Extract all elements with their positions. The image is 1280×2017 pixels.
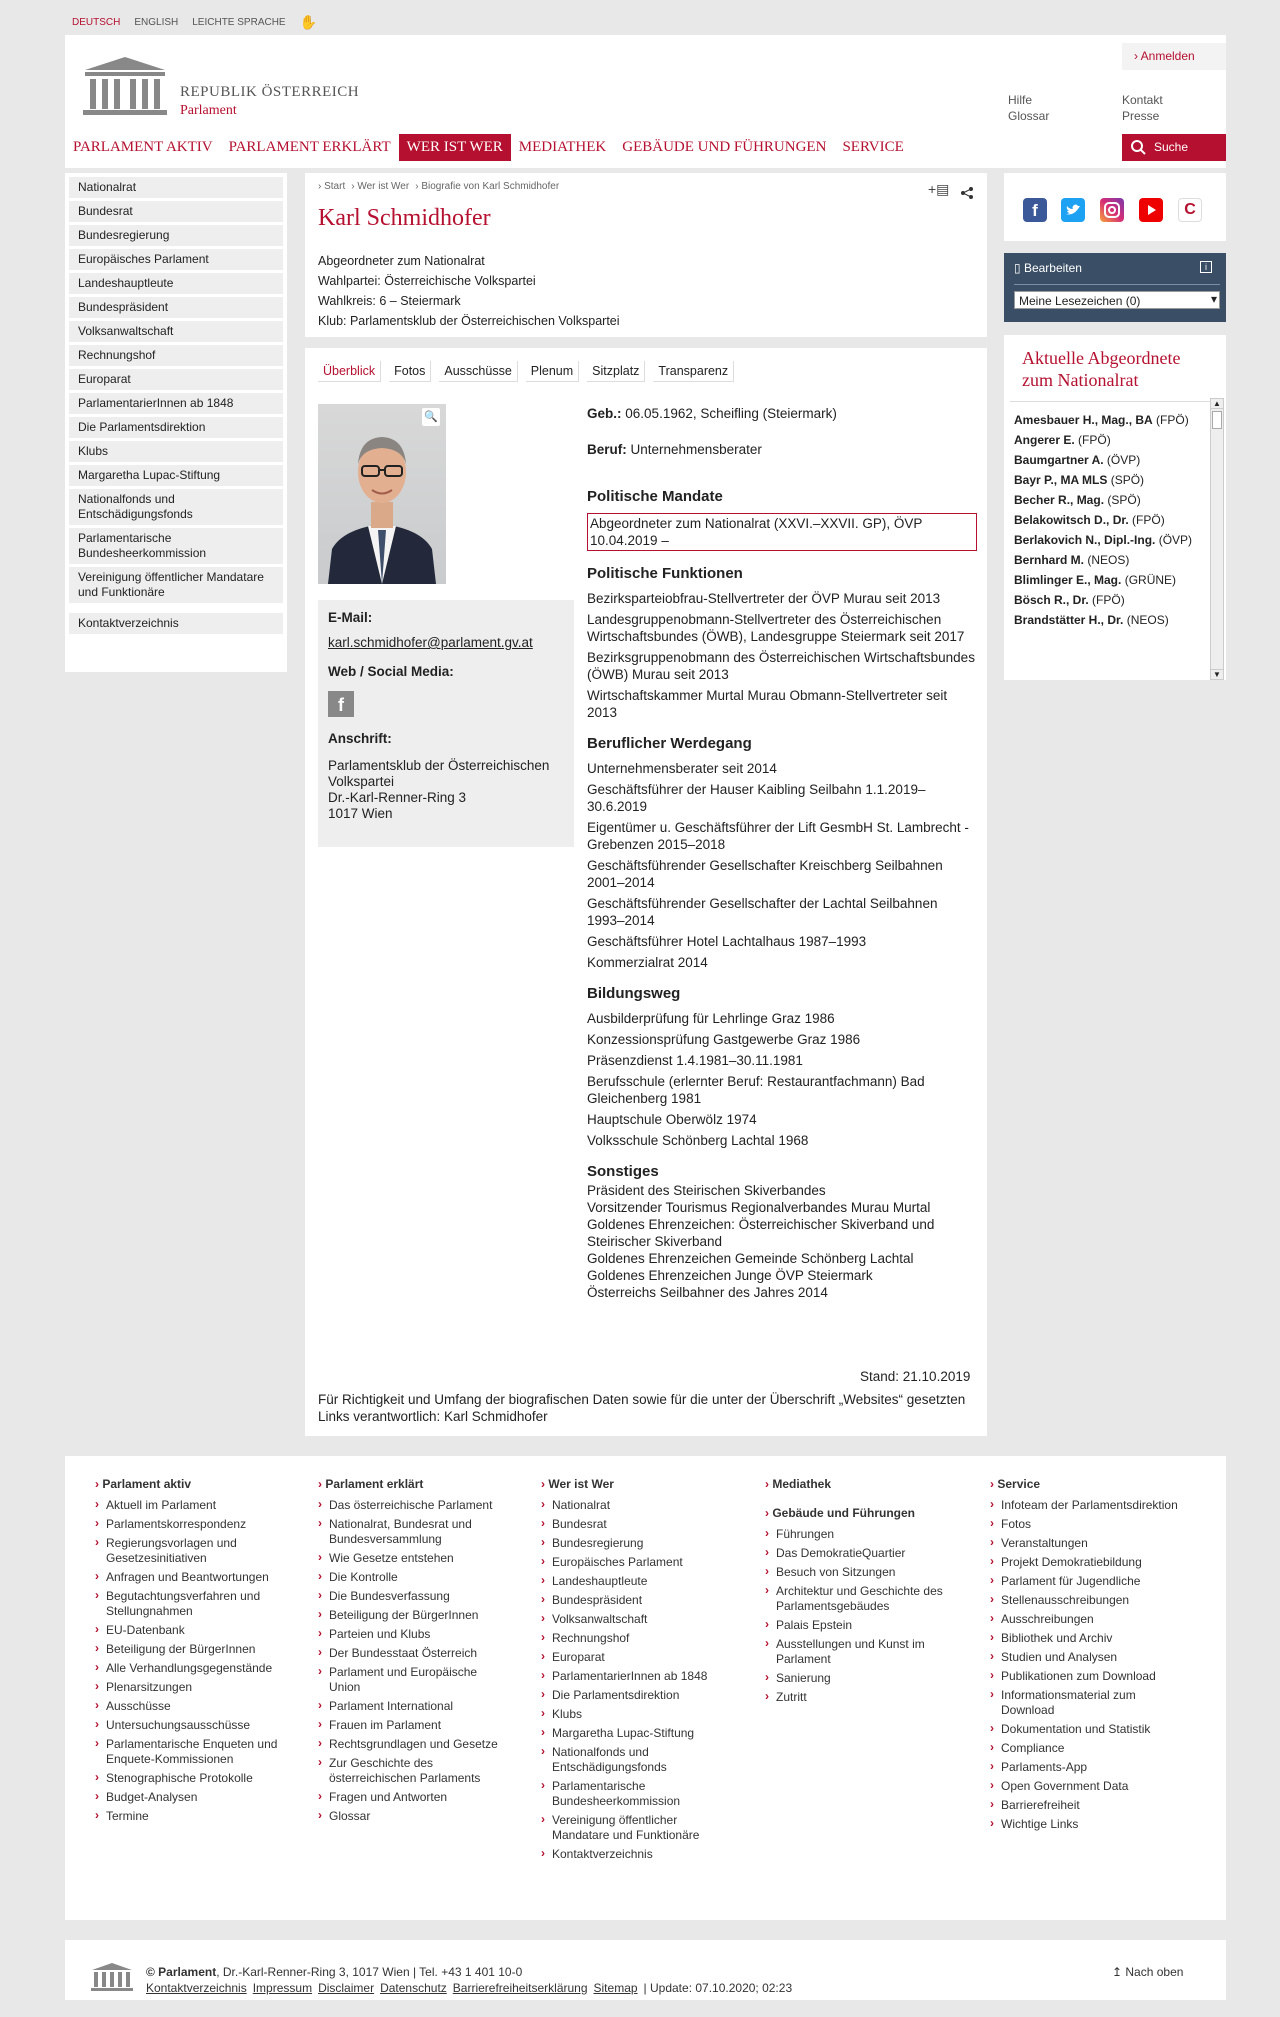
list-item: Volksschule Schönberg Lachtal 1968 <box>587 1133 809 1148</box>
presse-link[interactable]: Presse <box>1122 109 1160 123</box>
logo-subtitle: Parlament <box>180 103 237 118</box>
mp-list-scrollbar[interactable] <box>1210 398 1224 680</box>
stand-date: Stand: 21.10.2019 <box>860 1369 971 1384</box>
parlament-app-icon[interactable]: C <box>1178 198 1202 222</box>
parliament-logo-icon[interactable] <box>80 55 170 117</box>
sidebar-item-kontaktverzeichnis[interactable]: Kontaktverzeichnis <box>69 613 283 634</box>
birth-value: 06.05.1962, Scheifling (Steiermark) <box>625 406 837 421</box>
footer-link[interactable]: › Stellenausschreibungen <box>990 1593 1190 1608</box>
bookmarks-select-value: Meine Lesezeichen (0) <box>1019 294 1141 308</box>
mp-party: (SPÖ) <box>1107 493 1141 507</box>
list-item: Goldenes Ehrenzeichen Gemeinde Schönberg Lachtal <box>587 1251 914 1266</box>
sidebar-item-nationalfonds[interactable]: Nationalfonds und Entschädigungsfonds <box>69 489 283 525</box>
lang-english-link[interactable]: ENGLISH <box>134 17 179 28</box>
footer-link[interactable]: › Die Kontrolle <box>318 1570 498 1585</box>
utility-links-left <box>1008 92 1049 124</box>
nav-parlament-aktiv[interactable]: PARLAMENT AKTIV <box>73 139 213 155</box>
nav-service[interactable]: SERVICE <box>842 139 904 155</box>
footer-link[interactable]: › Dokumentation und Statistik <box>990 1722 1190 1737</box>
update-text: | Update: 07.10.2020; 02:23 <box>643 1981 793 1995</box>
list-item: Geschäftsführender Gesellschafter Kreischberg Seilbahnen 2001–2014 <box>587 858 943 890</box>
list-item[interactable] <box>1014 493 1206 507</box>
person-wahlkreis: Wahlkreis: 6 – Steiermark <box>318 294 461 308</box>
list-item: Geschäftsführer Hotel Lachtalhaus 1987–1993 <box>587 934 867 949</box>
birth-row <box>587 405 977 422</box>
list-item[interactable] <box>1014 413 1206 427</box>
bookmarks-panel <box>1004 253 1226 322</box>
utility-links-right <box>1122 92 1163 124</box>
footer-link[interactable]: › Die Parlamentsdirektion <box>541 1688 721 1703</box>
footer-link[interactable]: › Das österreichische Parlament <box>318 1498 498 1513</box>
footer-link[interactable]: › Informationsmaterial zum Download <box>990 1688 1190 1718</box>
youtube-icon[interactable] <box>1139 198 1163 222</box>
mp-name: Berlakovich N., Dipl.-Ing. <box>1014 533 1156 547</box>
tab-plenum[interactable]: Plenum <box>526 361 579 382</box>
person-summary <box>318 251 620 331</box>
footer-link[interactable]: › Nationalrat, Bundesrat und Bundesversammlung <box>318 1517 498 1547</box>
list-item: Geschäftsführender Gesellschafter der Lachtal Seilbahnen 1993–2014 <box>587 896 938 928</box>
footer-link[interactable]: › Der Bundesstaat Österreich <box>318 1646 498 1661</box>
barrierefreiheit-link[interactable]: Barrierefreiheitserklärung <box>452 1981 588 1995</box>
mp-name: Bernhard M. <box>1014 553 1085 567</box>
mp-name: Bösch R., Dr. <box>1014 593 1089 607</box>
mp-party: (FPÖ) <box>1092 593 1125 607</box>
footer-link[interactable]: › Bibliothek und Archiv <box>990 1631 1190 1646</box>
footer-link[interactable]: › Zutritt <box>765 1690 945 1705</box>
list-item[interactable] <box>1014 533 1206 547</box>
footer-heading[interactable]: › Gebäude und Führungen <box>765 1506 945 1521</box>
tab-sitzplatz[interactable]: Sitzplatz <box>587 361 645 382</box>
portrait-illustration <box>318 404 446 584</box>
sidebar-item-europaeisches-parlament[interactable]: Europäisches Parlament <box>69 249 283 270</box>
mp-party: (NEOS) <box>1126 613 1169 627</box>
footer-link[interactable]: › Rechnungshof <box>541 1631 721 1646</box>
section-beruflicher-werdegang: Beruflicher Werdegang <box>587 735 752 752</box>
list-item: Bezirksparteiobfrau-Stellvertreter der ÖVP Murau seit 2013 <box>587 591 941 606</box>
mp-party: (SPÖ) <box>1110 473 1145 487</box>
footer-link[interactable]: › Ausschüsse <box>95 1699 285 1714</box>
footer-link[interactable]: › Fragen und Antworten <box>318 1790 498 1805</box>
breadcrumb <box>318 181 559 192</box>
chevron-down-icon: ▾ <box>1210 292 1217 306</box>
footer-link[interactable]: › Frauen im Parlament <box>318 1718 498 1733</box>
sitemap-link[interactable]: Sitemap <box>593 1981 638 1995</box>
bottom-links <box>146 1981 792 1995</box>
footer-link[interactable]: › Ausschreibungen <box>990 1612 1190 1627</box>
mp-party: (NEOS) <box>1087 553 1130 567</box>
footer-link[interactable]: › Klubs <box>541 1707 721 1722</box>
address-label: Anschrift: <box>328 731 392 746</box>
info-icon[interactable]: i <box>1200 261 1212 273</box>
person-role: Abgeordneter zum Nationalrat <box>318 254 485 268</box>
sidebar-item-klubs[interactable]: Klubs <box>69 441 283 462</box>
facebook-icon[interactable]: f <box>328 691 354 717</box>
list-item: Kommerzialrat 2014 <box>587 955 708 970</box>
contact-box <box>318 600 574 847</box>
list-item[interactable] <box>1014 553 1206 567</box>
birth-label: Geb.: <box>587 406 622 421</box>
footer-link[interactable]: › Ausstellungen und Kunst im Parlament <box>765 1637 945 1667</box>
footer-link[interactable]: › Studien und Analysen <box>990 1650 1190 1665</box>
email-link[interactable]: karl.schmidhofer@parlament.gv.at <box>328 635 533 650</box>
mp-name: Becher R., Mag. <box>1014 493 1105 507</box>
footer-link[interactable]: › Open Government Data <box>990 1779 1190 1794</box>
footer-link[interactable]: › Parlament und Europäische Union <box>318 1665 498 1695</box>
footer-link[interactable]: › Compliance <box>990 1741 1190 1756</box>
list-item: Berufsschule (erlernter Beruf: Restaurantfachmann) Bad Gleichenberg 1981 <box>587 1074 925 1106</box>
mp-party: (FPÖ) <box>1156 413 1189 427</box>
list-item: Ausbilderprüfung für Lehrlinge Graz 1986 <box>587 1011 835 1026</box>
parliament-small-logo-icon[interactable] <box>90 1962 134 1992</box>
list-item: Goldenes Ehrenzeichen Junge ÖVP Steiermark <box>587 1268 873 1283</box>
section-politische-funktionen: Politische Funktionen <box>587 565 743 582</box>
breadcrumb-current: › Biografie von Karl Schmidhofer <box>415 181 560 192</box>
breadcrumb-wer-ist-wer[interactable]: › Wer ist Wer <box>351 181 410 192</box>
footer-link[interactable]: › Europäisches Parlament <box>541 1555 721 1570</box>
footer-link[interactable]: › Infoteam der Parlamentsdirektion <box>990 1498 1190 1513</box>
footer-link[interactable]: › EU-Datenbank <box>95 1623 285 1638</box>
footer-link[interactable]: › Nationalrat <box>541 1498 721 1513</box>
sidebar-item-bundesregierung[interactable]: Bundesregierung <box>69 225 283 246</box>
divider <box>1010 401 1210 402</box>
section-politische-mandate: Politische Mandate <box>587 488 723 505</box>
search-button[interactable] <box>1122 134 1226 161</box>
list-item: Österreichs Seilbahner des Jahres 2014 <box>587 1285 828 1300</box>
sidebar-item-rechnungshof[interactable]: Rechnungshof <box>69 345 283 366</box>
list-item[interactable] <box>1014 613 1206 627</box>
kontaktverzeichnis-link[interactable]: Kontaktverzeichnis <box>146 1981 247 1995</box>
footer-link[interactable]: › Architektur und Geschichte des Parlamentsgebäudes <box>765 1584 945 1614</box>
profession-value: Unternehmensberater <box>630 442 762 457</box>
address-line: Parlamentsklub der Österreichischen Volkspartei <box>328 758 550 789</box>
copyright-bold: © Parlament <box>146 1965 217 1979</box>
nav-mediathek[interactable]: MEDIATHEK <box>518 139 607 155</box>
footer-col-mediathek <box>765 1477 945 1709</box>
list-item[interactable] <box>1014 573 1206 587</box>
person-klub: Klub: Parlamentsklub der Österreichischen Volkspartei <box>318 314 620 328</box>
footer-link[interactable]: › Parlament für Jugendliche <box>990 1574 1190 1589</box>
footer-link[interactable]: › Parlament International <box>318 1699 498 1714</box>
address-block <box>328 758 564 822</box>
kontakt-link[interactable]: Kontakt <box>1122 93 1163 107</box>
sidebar-item-bundesrat[interactable]: Bundesrat <box>69 201 283 222</box>
sidebar-item-vereinigung[interactable]: Vereinigung öffentlicher Mandatare und Funktionäre <box>69 567 283 603</box>
sidebar-item-lupac-stiftung[interactable]: Margaretha Lupac-Stiftung <box>69 465 283 486</box>
web-label: Web / Social Media: <box>328 664 454 679</box>
list-item: Eigentümer u. Geschäftsführer der Lift GesmbH St. Lambrecht - Grebenzen 2015–2018 <box>587 820 969 852</box>
mp-name: Angerer E. <box>1014 433 1075 447</box>
bookmark-add-icon[interactable]: +▤ <box>928 181 950 197</box>
footer-link[interactable]: › Bundespräsident <box>541 1593 721 1608</box>
list-item: Konzessionsprüfung Gastgewerbe Graz 1986 <box>587 1032 861 1047</box>
sidebar-item-europarat[interactable]: Europarat <box>69 369 283 390</box>
footer-link[interactable]: › Bundesrat <box>541 1517 721 1532</box>
scroll-down-icon[interactable]: ▼ <box>1211 669 1223 679</box>
sidebar-item-parlamentsdirektion[interactable]: Die Parlamentsdirektion <box>69 417 283 438</box>
list-item[interactable] <box>1014 513 1206 527</box>
email-label: E-Mail: <box>328 610 373 625</box>
footer-link[interactable]: › Stenographische Protokolle <box>95 1771 285 1786</box>
list-item: Geschäftsführer der Hauser Kaibling Seilbahn 1.1.2019–30.6.2019 <box>587 782 926 814</box>
footer-link[interactable]: › Sanierung <box>765 1671 945 1686</box>
profile-tabs <box>318 361 742 382</box>
login-button[interactable] <box>1122 43 1226 70</box>
footer-link[interactable]: › Budget-Analysen <box>95 1790 285 1805</box>
footer-link[interactable]: › Parteien und Klubs <box>318 1627 498 1642</box>
footer-link[interactable]: › Besuch von Sitzungen <box>765 1565 945 1580</box>
left-sidebar <box>65 173 287 672</box>
facebook-icon[interactable]: f <box>1023 198 1047 222</box>
footer-link[interactable]: › Parlamentarische Enqueten und Enquete-Kommissionen <box>95 1737 285 1767</box>
twitter-icon[interactable] <box>1061 198 1085 222</box>
footer-link[interactable]: › Fotos <box>990 1517 1190 1532</box>
footer-link[interactable]: › Nationalfonds und Entschädigungsfonds <box>541 1745 721 1775</box>
mp-name: Brandstätter H., Dr. <box>1014 613 1124 627</box>
mp-name: Amesbauer H., Mag., BA <box>1014 413 1153 427</box>
footer-heading[interactable]: › Parlament aktiv <box>95 1477 285 1492</box>
arrow-up-icon: ↥ <box>1112 1965 1126 1979</box>
footer-heading[interactable]: › Mediathek <box>765 1477 945 1492</box>
footer-heading[interactable]: › Wer ist Wer <box>541 1477 721 1492</box>
footer-col-parlament-aktiv <box>95 1477 285 1828</box>
current-mps-title: Aktuelle Abgeordnete zum Nationalrat <box>1022 348 1181 390</box>
disclaimer-link[interactable]: Disclaimer <box>318 1981 375 1995</box>
logo-title: REPUBLIK ÖSTERREICH <box>180 84 360 100</box>
list-item[interactable] <box>1014 433 1206 447</box>
footer-link[interactable]: › Glossar <box>318 1809 498 1824</box>
edit-header[interactable] <box>1004 253 1226 275</box>
mp-party: (GRÜNE) <box>1124 573 1177 587</box>
mp-name: Blimlinger E., Mag. <box>1014 573 1122 587</box>
footer-link[interactable]: › Parlamentskorrespondenz <box>95 1517 285 1532</box>
footer-link[interactable]: › Landeshauptleute <box>541 1574 721 1589</box>
main-nav <box>65 134 1226 161</box>
list-item: Vorsitzender Tourismus Regionalverbandes Murau Murtal <box>587 1200 931 1215</box>
list-item: Hauptschule Oberwölz 1974 <box>587 1112 757 1127</box>
mp-party: (ÖVP) <box>1158 533 1193 547</box>
mp-party: (FPÖ) <box>1132 513 1165 527</box>
footer-col-wer-ist-wer <box>541 1477 721 1866</box>
footer-link[interactable]: › Termine <box>95 1809 285 1824</box>
scroll-up-icon[interactable]: ▲ <box>1211 399 1223 409</box>
search-icon <box>1130 139 1146 155</box>
copyright-address: , Dr.-Karl-Renner-Ring 3, 1017 Wien | Tel. +43 1 401 10-0 <box>216 1965 523 1979</box>
glossar-link[interactable]: Glossar <box>1008 109 1050 123</box>
address-line: 1017 Wien <box>328 806 393 821</box>
sidebar-item-landeshauptleute[interactable]: Landeshauptleute <box>69 273 283 294</box>
copyright-text <box>146 1965 522 1979</box>
list-item[interactable] <box>1014 473 1206 487</box>
footer-link[interactable]: › Das DemokratieQuartier <box>765 1546 945 1561</box>
footer-link[interactable]: › Untersuchungsausschüsse <box>95 1718 285 1733</box>
tab-transparenz[interactable]: Transparenz <box>653 361 734 382</box>
footer-link[interactable]: › Beteiligung der BürgerInnen <box>318 1608 498 1623</box>
list-item[interactable] <box>1014 593 1206 607</box>
footer-link[interactable]: › ParlamentarierInnen ab 1848 <box>541 1669 721 1684</box>
footer-link[interactable]: › Plenarsitzungen <box>95 1680 285 1695</box>
breadcrumb-start[interactable]: › Start <box>318 181 346 192</box>
chevron-right-icon: › <box>1134 49 1141 63</box>
breadcrumb-current-label: Biografie von Karl Schmidhofer <box>421 181 560 192</box>
mp-name: Baumgartner A. <box>1014 453 1104 467</box>
tab-ausschuesse[interactable]: Ausschüsse <box>439 361 517 382</box>
footer-link[interactable]: › Publikationen zum Download <box>990 1669 1190 1684</box>
mp-name: Belakowitsch D., Dr. <box>1014 513 1129 527</box>
disclaimer-text: Für Richtigkeit und Umfang der biografischen Daten sowie für die unter der Überschrift „Websites“ gesetzten Links verantwortlich: Karl Schmidhofer <box>318 1392 966 1424</box>
edit-label: Bearbeiten <box>1023 261 1082 275</box>
instagram-icon[interactable] <box>1100 198 1124 222</box>
footer-link[interactable]: › Anfragen und Beantwortungen <box>95 1570 285 1585</box>
zoom-icon[interactable]: 🔍 <box>422 408 440 426</box>
list-item: Präsenzdienst 1.4.1981–30.11.1981 <box>587 1053 803 1068</box>
mp-party: (ÖVP) <box>1106 453 1141 467</box>
sidebar-item-bundesheerkommission[interactable]: Parlamentarische Bundesheerkommission <box>69 528 283 564</box>
impressum-link[interactable]: Impressum <box>252 1981 313 1995</box>
footer-col-service <box>990 1477 1190 1836</box>
footer-col-parlament-erklaert <box>318 1477 498 1828</box>
footer-link[interactable]: › Parlaments-App <box>990 1760 1190 1775</box>
footer-link[interactable]: › Kontaktverzeichnis <box>541 1847 721 1862</box>
footer-link[interactable]: › Projekt Demokratiebildung <box>990 1555 1190 1570</box>
footer-link[interactable]: › Vereinigung öffentlicher Mandatare und Funktionäre <box>541 1813 721 1843</box>
portrait-photo[interactable] <box>318 404 446 584</box>
footer-link[interactable]: › Führungen <box>765 1527 945 1542</box>
footer-link[interactable]: › Wie Gesetze entstehen <box>318 1551 498 1566</box>
footer-link[interactable]: › Bundesregierung <box>541 1536 721 1551</box>
address-line: Dr.-Karl-Renner-Ring 3 <box>328 790 467 805</box>
tab-fotos[interactable]: Fotos <box>389 361 431 382</box>
mp-party: (FPÖ) <box>1078 433 1111 447</box>
hilfe-link[interactable]: Hilfe <box>1008 93 1033 107</box>
list-item: Präsident des Steirischen Skiverbandes <box>587 1183 826 1198</box>
nav-parlament-erklaert[interactable]: PARLAMENT ERKLÄRT <box>228 139 391 155</box>
section-bildungsweg: Bildungsweg <box>587 985 681 1002</box>
footer-heading[interactable]: › Service <box>990 1477 1190 1492</box>
footer-link[interactable]: › Begutachtungsverfahren und Stellungnahmen <box>95 1589 285 1619</box>
biography-details <box>587 403 977 1301</box>
footer-heading[interactable]: › Parlament erklärt <box>318 1477 498 1492</box>
mp-name: Bayr P., MA MLS <box>1014 473 1108 487</box>
list-item: Unternehmensberater seit 2014 <box>587 761 777 776</box>
footer-link[interactable]: › Wichtige Links <box>990 1817 1190 1832</box>
divider <box>1014 284 1220 285</box>
scroll-thumb[interactable] <box>1212 411 1222 429</box>
sidebar-item-bundespraesident[interactable]: Bundespräsident <box>69 297 283 318</box>
mandate-item: Abgeordneter zum Nationalrat (XXVI.–XXVII. GP), ÖVP 10.04.2019 – <box>587 513 977 551</box>
footer-link[interactable]: › Europarat <box>541 1650 721 1665</box>
person-wahlpartei: Wahlpartei: Österreichische Volkspartei <box>318 274 536 288</box>
profession-row <box>587 441 977 458</box>
list-item[interactable] <box>1014 453 1206 467</box>
search-label: Suche <box>1154 140 1189 154</box>
page-title: Karl Schmidhofer <box>318 205 491 231</box>
footer-link[interactable]: › Rechtsgrundlagen und Gesetze <box>318 1737 498 1752</box>
footer-link[interactable]: › Aktuell im Parlament <box>95 1498 285 1513</box>
breadcrumb-start-label: Start <box>324 181 346 192</box>
login-label: Anmelden <box>1140 49 1195 63</box>
nav-wer-ist-wer[interactable]: WER IST WER <box>399 134 511 161</box>
footer-link[interactable]: › Barrierefreiheit <box>990 1798 1190 1813</box>
footer-link[interactable]: › Beteiligung der BürgerInnen <box>95 1642 285 1657</box>
back-to-top-label: Nach oben <box>1125 1965 1184 1979</box>
list-item: Landesgruppenobmann-Stellvertreter des Österreichischen Wirtschaftsbundes (ÖWB), Landesgruppe Steiermark seit 2017 <box>587 612 965 644</box>
bookmark-icon: ▯ <box>1014 261 1024 275</box>
breadcrumb-wer-label: Wer ist Wer <box>357 181 410 192</box>
nav-gebaeude[interactable]: GEBÄUDE UND FÜHRUNGEN <box>622 139 827 155</box>
footer-link[interactable]: › Parlamentarische Bundesheerkommission <box>541 1779 721 1809</box>
list-item: Bezirksgruppenobmann des Österreichischen Wirtschaftsbundes (ÖWB) Murau seit 2013 <box>587 650 975 682</box>
sidebar-item-nationalrat[interactable]: Nationalrat <box>69 177 283 198</box>
footer-link[interactable]: › Alle Verhandlungsgegenstände <box>95 1661 285 1676</box>
footer-link[interactable]: › Margaretha Lupac-Stiftung <box>541 1726 721 1741</box>
footer-link[interactable]: › Palais Epstein <box>765 1618 945 1633</box>
footer-link[interactable]: › Regierungsvorlagen und Gesetzesinitiativen <box>95 1536 285 1566</box>
profession-label: Beruf: <box>587 442 627 457</box>
bookmarks-select[interactable] <box>1014 291 1220 309</box>
sign-language-icon[interactable]: ✋ <box>299 14 318 30</box>
lang-easy-link[interactable]: LEICHTE SPRACHE <box>192 17 286 28</box>
lang-deutsch-link[interactable]: DEUTSCH <box>72 17 121 28</box>
section-sonstiges: Sonstiges <box>587 1163 659 1180</box>
sidebar-item-volksanwaltschaft[interactable]: Volksanwaltschaft <box>69 321 283 342</box>
language-bar <box>72 14 317 31</box>
sidebar-item-parlamentarierinnen[interactable]: ParlamentarierInnen ab 1848 <box>69 393 283 414</box>
back-to-top-button[interactable] <box>1112 1965 1183 1979</box>
list-item: Goldenes Ehrenzeichen: Österreichischer Skiverband und Steirischer Skiverband <box>587 1217 935 1249</box>
footer-link[interactable]: › Veranstaltungen <box>990 1536 1190 1551</box>
tab-ueberblick[interactable]: Überblick <box>318 361 381 382</box>
footer-link[interactable]: › Volksanwaltschaft <box>541 1612 721 1627</box>
footer-link[interactable]: › Die Bundesverfassung <box>318 1589 498 1604</box>
footer-link[interactable]: › Zur Geschichte des österreichischen Parlaments <box>318 1756 498 1786</box>
datenschutz-link[interactable]: Datenschutz <box>380 1981 447 1995</box>
share-icon[interactable] <box>960 186 974 200</box>
mp-list <box>1014 413 1206 633</box>
list-item: Wirtschaftskammer Murtal Murau Obmann-Stellvertreter seit 2013 <box>587 688 948 720</box>
